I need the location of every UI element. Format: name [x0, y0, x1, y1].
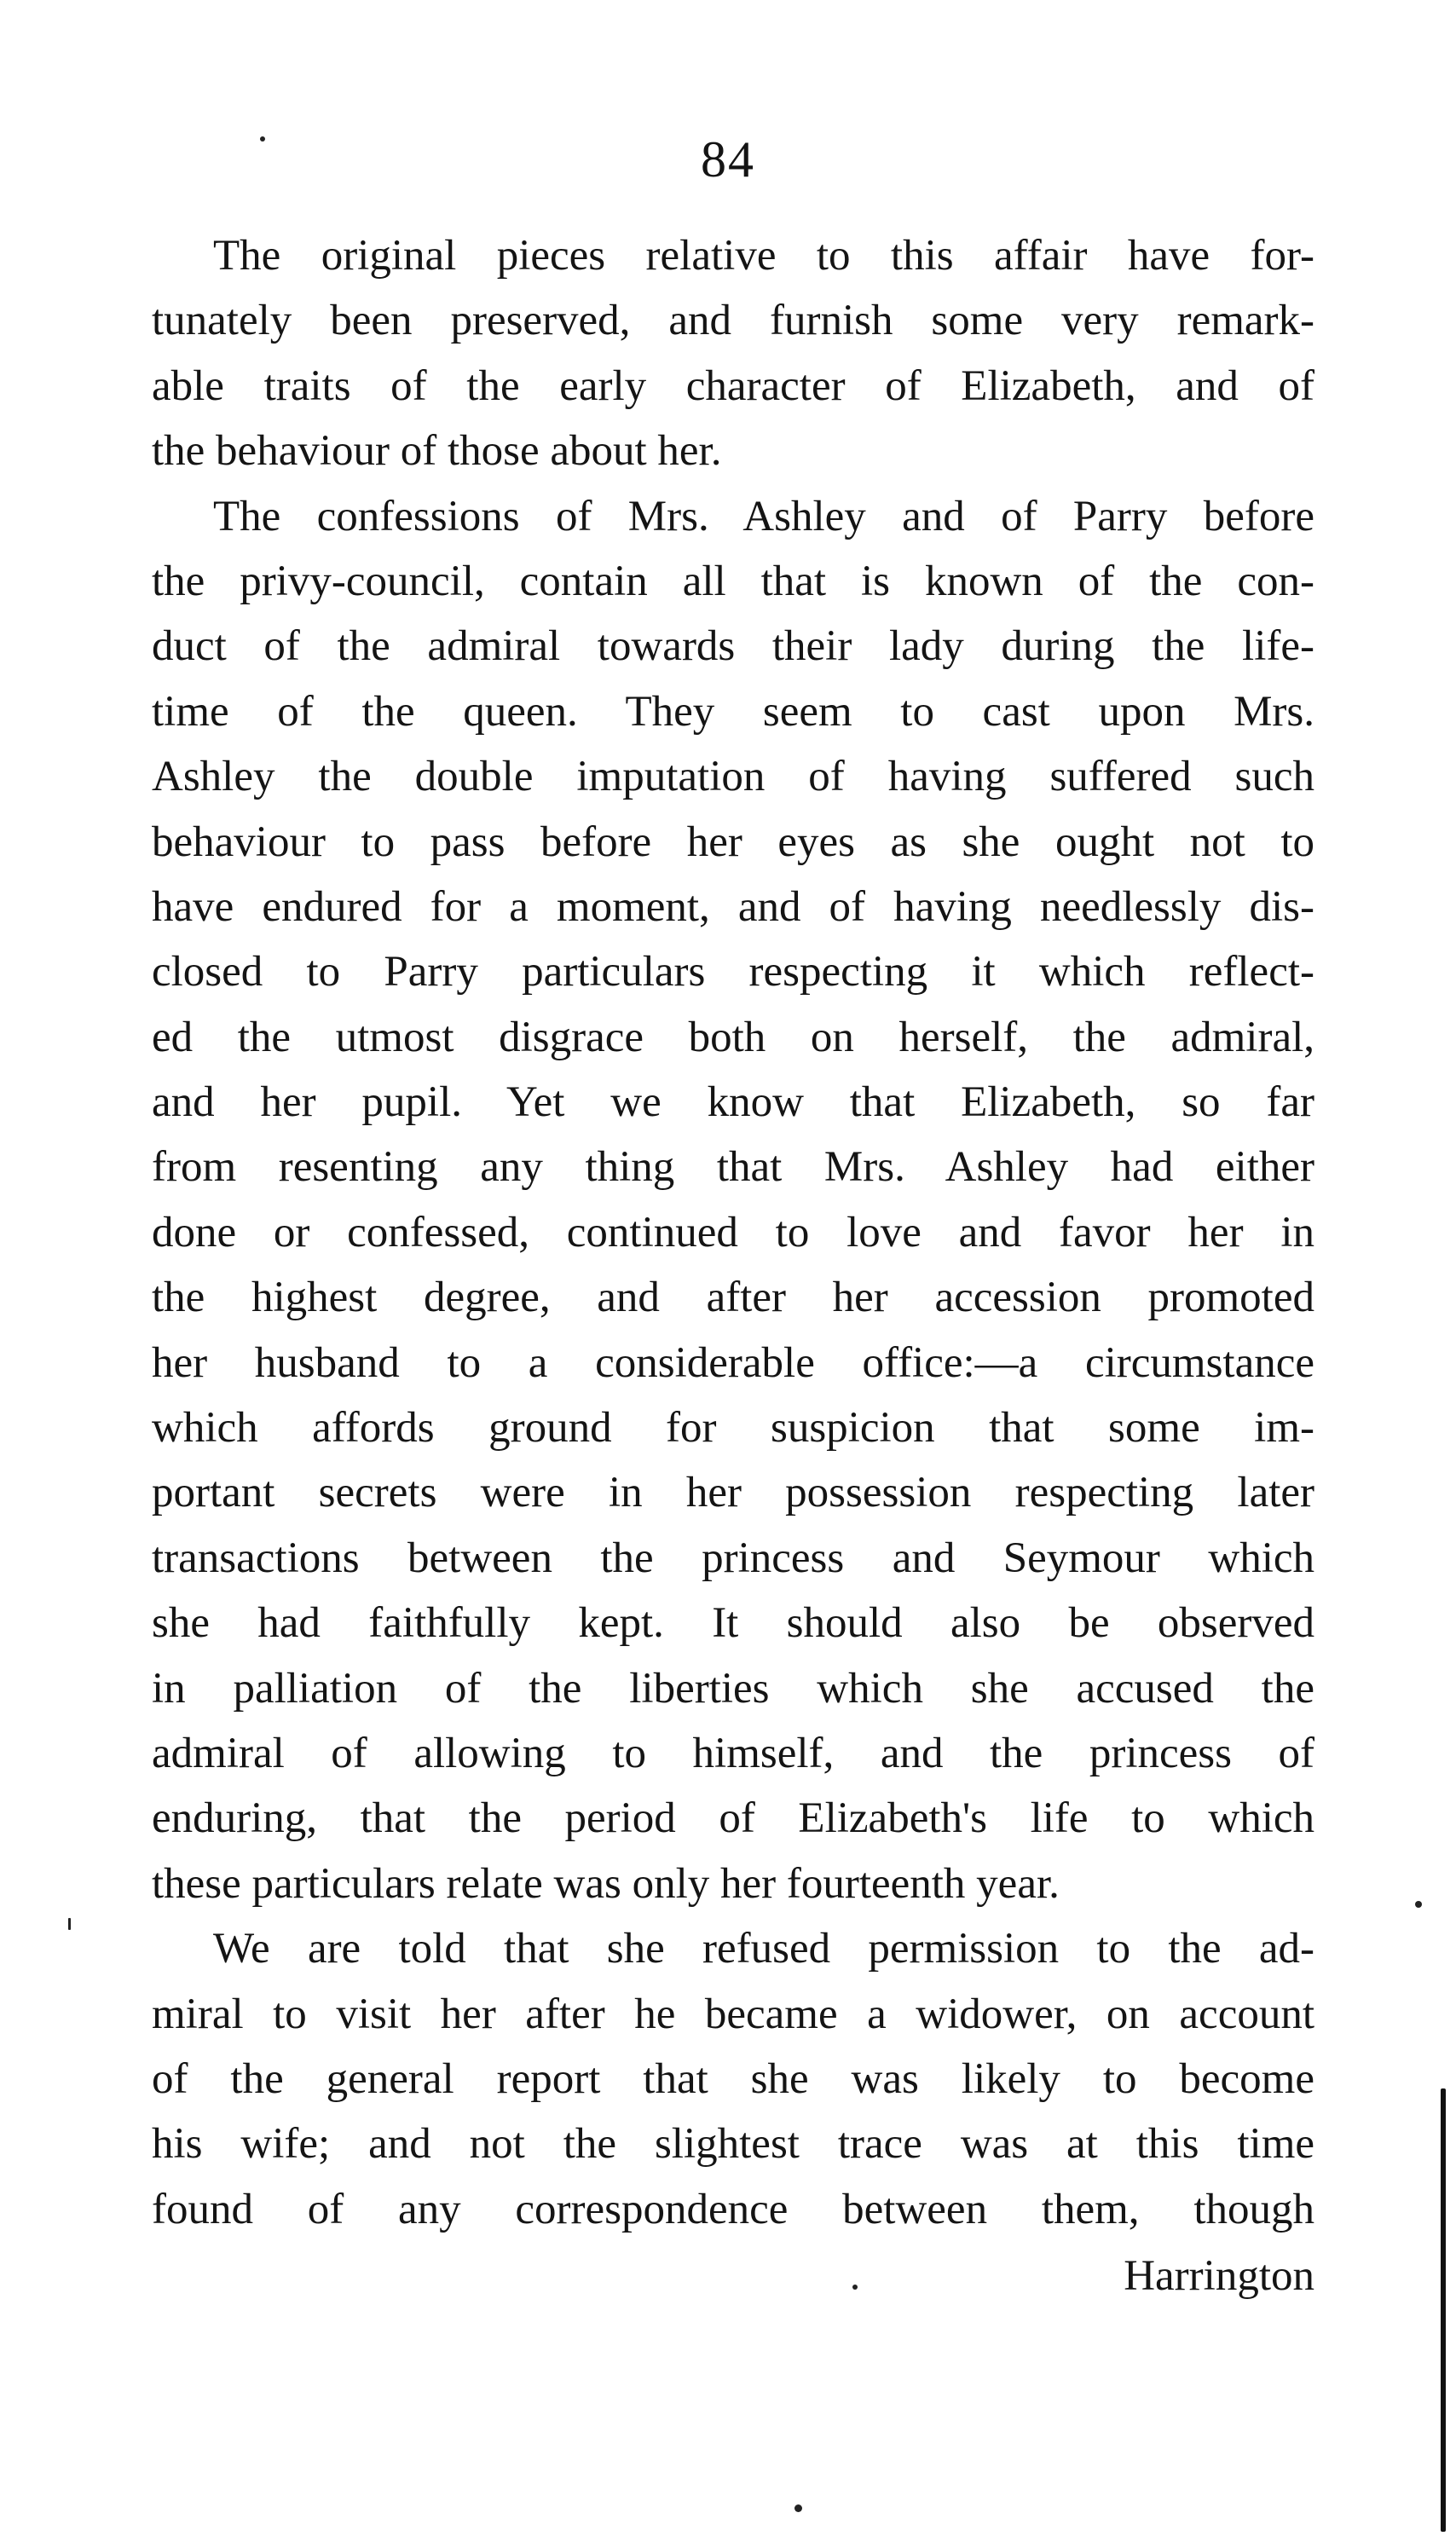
- ink-speck: [794, 2504, 802, 2512]
- text-line: admiral of allowing to himself, and the princess of: [152, 1729, 1314, 1777]
- text-line: and her pupil. Yet we know that Elizabeth, so far: [152, 1078, 1314, 1127]
- text-line: duct of the admiral towards their lady during the life-: [152, 622, 1314, 671]
- text-line: closed to Parry particulars respecting it which reflect-: [152, 948, 1314, 996]
- text-line: the behaviour of those about her.: [152, 427, 722, 476]
- text-line: the highest degree, and after her accession promoted: [152, 1274, 1314, 1322]
- text-line: his wife; and not the slightest trace was at this time: [152, 2120, 1314, 2169]
- paragraph-2: [152, 484, 1314, 1917]
- ink-speck: [260, 136, 265, 142]
- text-line: The confessions of Mrs. Ashley and of Parry before: [213, 492, 1314, 540]
- text-line: tunately been preserved, and furnish some very remark-: [152, 297, 1314, 345]
- text-line: from resenting any thing that Mrs. Ashley had either: [152, 1143, 1314, 1192]
- ink-speck: [1415, 1901, 1422, 1908]
- text-line: Ashley the double imputation of having suffered such: [152, 753, 1314, 801]
- text-line: done or confessed, continued to love and favor her in: [152, 1208, 1314, 1256]
- text-line: We are told that she refused permission to the ad-: [213, 1925, 1314, 1973]
- text-line: enduring, that the period of Elizabeth's life to which: [152, 1794, 1314, 1843]
- text-line: have endured for a moment, and of having needlessly dis-: [152, 882, 1314, 931]
- ink-speck: [68, 1918, 71, 1930]
- text-line: ed the utmost disgrace both on herself, the admiral,: [152, 1013, 1314, 1061]
- ink-speck: [852, 2285, 858, 2290]
- paragraph-1: [152, 223, 1314, 484]
- text-line: behaviour to pass before her eyes as she ought not to: [152, 817, 1314, 866]
- text-line: The original pieces relative to this affair have for-: [213, 232, 1314, 280]
- text-line: these particulars relate was only her fourteenth year.: [152, 1859, 1060, 1908]
- page-number: 84: [701, 131, 755, 188]
- text-line: transactions between the princess and Seymour which: [152, 1534, 1314, 1582]
- text-line: miral to visit her after he became a widower, on account: [152, 1990, 1314, 2038]
- text-line: able traits of the early character of Elizabeth, and of: [152, 361, 1314, 410]
- text-line: portant secrets were in her possession respecting later: [152, 1469, 1314, 1517]
- text-line: her husband to a considerable office:—a circumstance: [152, 1338, 1314, 1387]
- catchword: Harrington: [1124, 2252, 1314, 2300]
- text-line: of the general report that she was likely to become: [152, 2054, 1314, 2103]
- text-line: in palliation of the liberties which she accused the: [152, 1664, 1314, 1713]
- text-line: time of the queen. They seem to cast upon Mrs.: [152, 687, 1314, 736]
- text-line: she had faithfully kept. It should also be observed: [152, 1599, 1314, 1648]
- paragraph-3: [152, 1916, 1314, 2242]
- text-line: the privy-council, contain all that is known of the con-: [152, 557, 1314, 605]
- text-line: found of any correspondence between them, though: [152, 2185, 1314, 2233]
- body-text: [152, 223, 1314, 2242]
- page-edge-rule: [1441, 2088, 1446, 2532]
- text-line: which affords ground for suspicion that some im-: [152, 1404, 1314, 1453]
